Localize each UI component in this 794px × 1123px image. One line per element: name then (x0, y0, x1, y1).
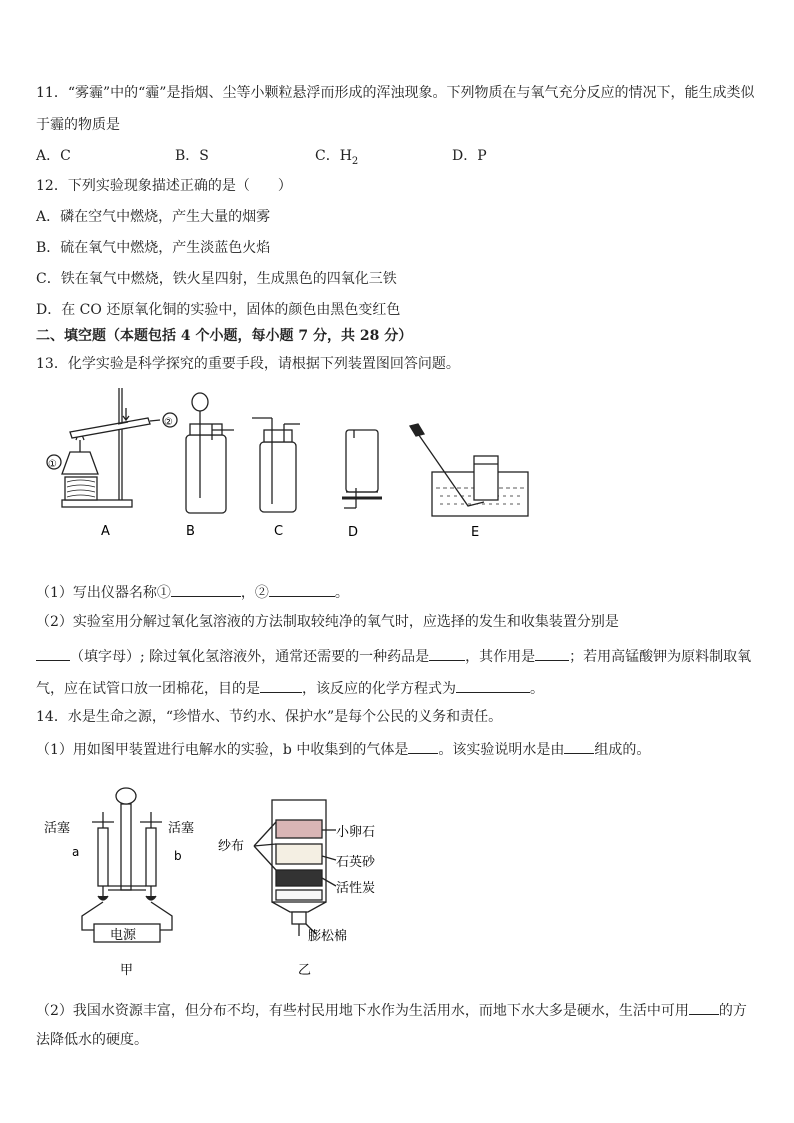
answer-blank[interactable] (535, 646, 569, 661)
q11-option-d: D．P (452, 148, 487, 164)
q13-mark-2: ② (164, 417, 173, 428)
q14-part2-line2: 法降低水的硬度。 (36, 1032, 148, 1048)
answer-blank[interactable] (564, 739, 594, 754)
q13-mark-1: ① (48, 459, 57, 470)
answer-blank[interactable] (456, 678, 530, 693)
answer-blank[interactable] (260, 678, 302, 693)
apparatus-a (47, 388, 160, 507)
q12-option-b: B．硫在氧气中燃烧，产生淡蓝色火焰 (36, 240, 271, 256)
section-heading: 二、填空题（本题包括 4 个小题，每小题 7 分，共 28 分） (36, 328, 413, 344)
q12-option-c: C．铁在氧气中燃烧，铁火星四射，生成黑色的四氧化三铁 (36, 271, 397, 287)
tube-b-label: b (174, 849, 182, 863)
figure-jia-label: 甲 (120, 963, 134, 978)
carbon-label: 活性炭 (336, 881, 376, 896)
q11-stem-line2: 于霾的物质是 (36, 117, 120, 133)
q11-option-b: B．S (175, 148, 209, 164)
q13-stem: 13．化学实验是科学探究的重要手段，请根据下列装置图回答问题。 (36, 356, 460, 372)
label-c: C (274, 524, 284, 539)
q12-option-a: A．磷在空气中燃烧，产生大量的烟雾 (36, 209, 271, 225)
apparatus-e (410, 424, 528, 516)
quartz-label: 石英砂 (336, 855, 376, 870)
stopcock-left-label: 活塞 (44, 821, 71, 836)
stopcock-right-label: 活塞 (168, 821, 195, 836)
gauze-label: 纱布 (218, 839, 245, 854)
q14-figures (0, 778, 794, 978)
q11-option-a: A．C (36, 148, 71, 164)
q13-apparatus-figure (0, 380, 794, 550)
cotton-label: 膨松棉 (308, 929, 348, 944)
q12-stem: 12．下列实验现象描述正确的是（ ） (36, 178, 292, 194)
answer-blank[interactable] (171, 582, 241, 597)
q14-part1: （1）用如图甲装置进行电解水的实验，b 中收集到的气体是 。该实验说明水是由 组成的。 (36, 739, 650, 759)
answer-blank[interactable] (429, 646, 465, 661)
q14-stem: 14．水是生命之源，“珍惜水、节约水、保护水”是每个公民的义务和责任。 (36, 709, 503, 725)
pebble-label: 小卵石 (336, 825, 376, 840)
answer-blank[interactable] (408, 739, 438, 754)
q11-stem-line1: 11．“雾霾”中的“霾”是指烟、尘等小颗粒悬浮而形成的浑浊现象。下列物质在与氧气充分反应的情况下，能生成类似 (36, 85, 755, 101)
q14-part2-line1: （2）我国水资源丰富，但分布不均，有些村民用地下水作为生活用水，而地下水大多是硬水，生活中可用 的方 (36, 1000, 747, 1020)
q11-option-c: C．$H_2$ (315, 148, 359, 167)
label-d: D (348, 525, 359, 540)
label-e: E (471, 525, 480, 540)
q13-part2-line1: （2）实验室用分解过氧化氢溶液的方法制取较纯净的氧气时，应选择的发生和收集装置分别是 (36, 614, 619, 630)
answer-blank[interactable] (269, 582, 335, 597)
apparatus-d (342, 430, 382, 508)
q13-part2-line2: （填字母）; 除过氧化氢溶液外，通常还需要的一种药品是 ，其作用是 ；若用高锰酸钾为原料制取氧 (36, 646, 751, 666)
label-a: A (101, 524, 110, 539)
electrolysis-apparatus (82, 788, 172, 942)
answer-blank[interactable] (689, 1000, 719, 1015)
apparatus-b (163, 393, 234, 513)
apparatus-c (252, 418, 300, 512)
label-b: B (186, 524, 195, 539)
q13-part2-line3: 气，应在试管口放一团棉花，目的是 ，该反应的化学方程式为 。 (36, 678, 544, 698)
water-filter (254, 800, 336, 936)
q12-option-d: D．在 CO 还原氧化铜的实验中，固体的颜色由黑色变红色 (36, 302, 401, 318)
q13-part1: （1）写出仪器名称① ，② 。 (36, 582, 349, 602)
tube-a-label: a (72, 845, 80, 859)
answer-blank[interactable] (36, 646, 70, 661)
power-source-label: 电源 (110, 928, 137, 943)
figure-yi-label: 乙 (298, 963, 312, 978)
